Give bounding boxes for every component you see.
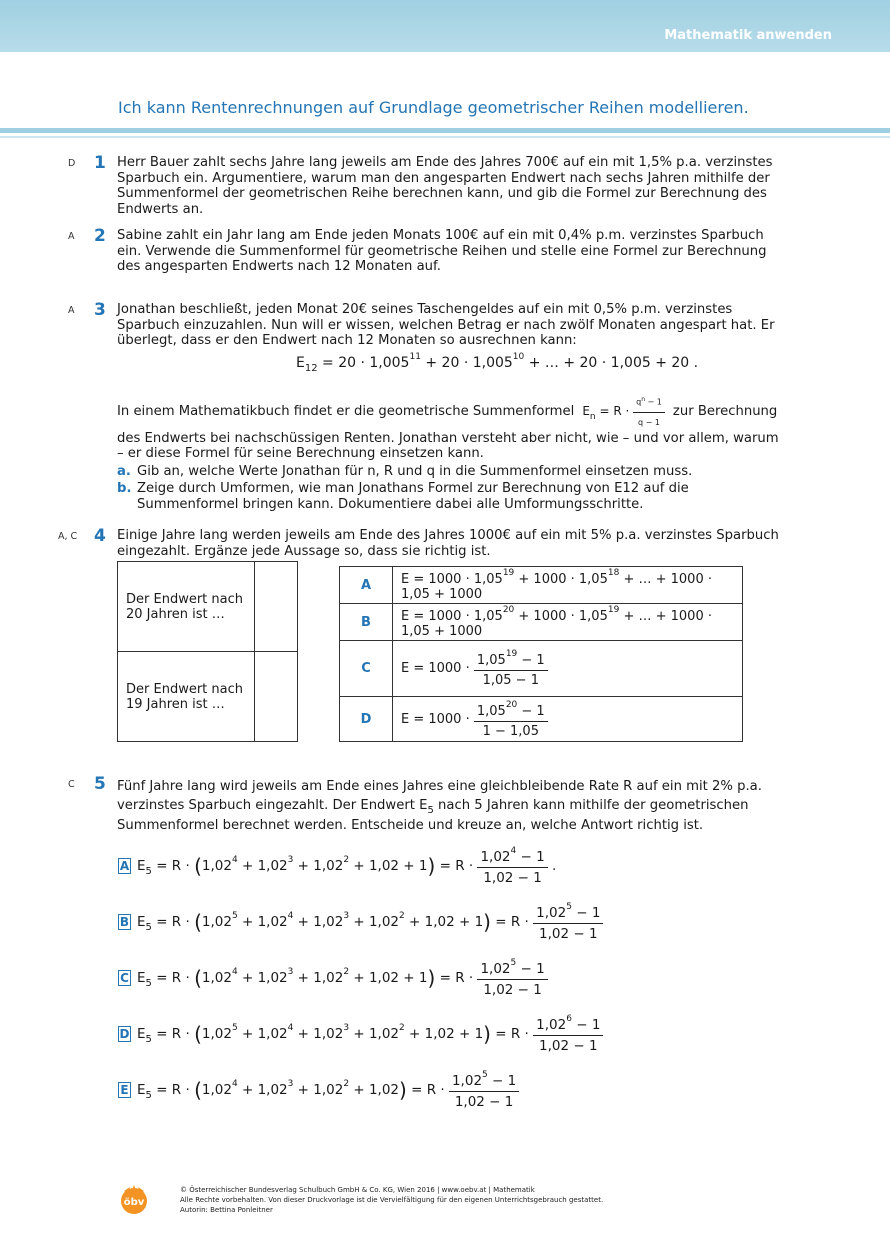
ex5-option-d[interactable]: D $E_5 = R \cdot (1,02^5 + 1,02^4 + 1,02^3 + 1,02^2 + 1,02 + 1) = R$ · $\frac{1,02^6 - 1}{1,02 - 1}$ (118, 1014, 603, 1054)
ex5-checkbox-b[interactable]: B (119, 915, 130, 929)
ex5-option-c[interactable]: C $E_5 = R \cdot (1,02^4 + 1,02^3 + 1,02^2 + 1,02 + 1) = R$ · $\frac{1,02^5 - 1}{1,02 - 1}$ (118, 958, 548, 998)
ex5-option-e[interactable]: E $E_5 = R \cdot (1,02^4 + 1,02^3 + 1,02^2 + 1,02) = R$ · $\frac{1,02^5 - 1}{1,02 - 1}$ (118, 1070, 519, 1110)
page-headline: Ich kann Rentenrechnungen auf Grundlage geometrischer Reihen modellieren. (118, 98, 749, 117)
ex5-option-a[interactable]: A $E_5 = R \cdot (1,02^4 + 1,02^3 + 1,02^2 + 1,02 + 1) = R$ · $\frac{1,02^4 - 1}{1,02 - 1}$ . (119, 846, 557, 886)
footer (180, 1185, 603, 1215)
ex1-number: 1 (94, 153, 106, 173)
ex5-text: Fünf Jahre lang wird jeweils am Ende eines Jahres eine gleichbleibende Rate R auf ein mit 2% p.a. verzinstes Sparbuch eingezahlt. Der Endwert $E_5$ nach 5 Jahren kann mithilfe der geometrischen Summenformel berechnet werden. Entscheide und kreuze an, welche Antwort richtig ist. (117, 779, 762, 833)
ex4-answer-slot-1[interactable] (255, 562, 298, 652)
ex5-checkbox-d[interactable]: D (119, 1027, 130, 1041)
ex3-text2-after: zur Berechnung des Endwerts bei nachschüssigen Renten. Jonathan versteht aber nicht, wie – und vor allem, warum – er diese Formel für seine Berechnung einsetzen kann. (117, 403, 779, 462)
divider (0, 128, 890, 133)
ex3-text: Jonathan beschließt, jeden Monat 20€ seines Taschengeldes auf ein mit 0,5% p.m. verzinstes Sparbuch einzuzahlen. Nun will er wissen, welchen Betrag er nach zwölf Monaten angespart hat. Er überlegt, dass er den Endwert nach 12 Monaten so ausrechnen kann: (117, 302, 775, 348)
ex3-text2 (117, 392, 787, 512)
ex4-option-c-letter: C (340, 641, 393, 697)
footer-copyright: © Österreichischer Bundesverlag Schulbuch GmbH & Co. KG, Wien 2016 | www.oebv.at | Mathematik (180, 1186, 535, 1194)
footer-author: Autorin: Bettina Ponleitner (180, 1206, 273, 1214)
ex1-text: Herr Bauer zahlt sechs Jahre lang jeweils am Ende des Jahres 700€ auf ein mit 1,5% p.a. verzinstes Sparbuch ein. Argumentiere, warum man den angesparten Endwert nach sechs Jahren mithilfe der Summenformel der geometrischen Reihe berechnen kann, und gib die Formel zur Berechnung des Endwerts an. (117, 155, 773, 217)
ex4-option-c-formula: E = 1000 · $\frac{1,05^{19} - 1}{1,05 - 1}$ (393, 641, 743, 697)
ex4-option-a-formula: $E = 1000 \cdot 1,05^{19} + 1000 \cdot 1,05^{18}$ + … + 1000 · 1,05 + 1000 (393, 567, 743, 604)
ex4-number: 4 (94, 526, 106, 546)
ex4-statement-1: Der Endwert nach 20 Jahren ist … (118, 562, 255, 652)
ex5-number: 5 (94, 774, 106, 794)
ex5-checkbox-e[interactable]: E (118, 1082, 131, 1098)
ex3-sumformula: $E_n = R$ · $\frac{q^n - 1}{q - 1}$ (579, 404, 669, 418)
footer-rights: Alle Rechte vorbehalten. Von dieser Druckvorlage ist die Vervielfältigung für den eigenen Unterrichtsgebrauch gestattet. (180, 1196, 604, 1204)
ex3-number: 3 (94, 300, 106, 320)
ex4-option-d-letter: D (340, 697, 393, 742)
header-band (0, 0, 890, 52)
ex5-checkbox-a[interactable]: A (119, 859, 130, 873)
ex2-text: Sabine zahlt ein Jahr lang am Ende jeden Monats 100€ auf ein mit 0,4% p.m. verzinstes Sparbuch ein. Verwende die Summenformel für geometrische Reihen und stelle eine Formel zur Berechnung des angesparten Endwerts nach 12 Monaten auf. (117, 228, 767, 274)
divider-thin (0, 136, 890, 138)
ex4-answer-slot-2[interactable] (255, 652, 298, 742)
ex4-statements-table (117, 561, 298, 742)
ex5-level: C (68, 779, 75, 790)
ex4-option-a-letter: A (340, 567, 393, 604)
ex4-statement-2: Der Endwert nach 19 Jahren ist … (118, 652, 255, 742)
oebv-logo-text: öbv (123, 1197, 145, 1208)
oebv-logo (116, 1183, 152, 1221)
ex4-text: Einige Jahre lang werden jeweils am Ende des Jahres 1000€ auf ein mit 5% p.a. verzinstes Sparbuch eingezahlt. Ergänze jede Aussage so, dass sie richtig ist. (117, 528, 779, 559)
ex1-level: D (68, 158, 76, 169)
ex4-option-d-formula: E = 1000 · $\frac{1,05^{20} - 1}{1 - 1,05}$ (393, 697, 743, 742)
ex2-number: 2 (94, 226, 106, 246)
ex3-item-a: a. Gib an, welche Werte Jonathan für n, R und q in die Summenformel einsetzen muss. (117, 463, 693, 479)
ex4-level: A, C (58, 531, 78, 542)
ex4-option-b-formula: $E = 1000 \cdot 1,05^{20} + 1000 \cdot 1,05^{19}$ + … + 1000 · 1,05 + 1000 (393, 604, 743, 641)
ex4-option-b-letter: B (340, 604, 393, 641)
ex2-level: A (68, 231, 75, 242)
ex3-formula: $E_{12} = 20 \cdot 1,005^{11} + 20 \cdot 1,005^{10}$ + … + 20 · 1,005 + 20 . (296, 352, 699, 374)
ex5-option-b[interactable]: B $E_5 = R \cdot (1,02^5 + 1,02^4 + 1,02^3 + 1,02^2 + 1,02 + 1) = R$ · $\frac{1,02^5 - 1}{1,02 - 1}$ (118, 902, 603, 942)
ex3-text2-before: In einem Mathematikbuch findet er die geometrische Summenformel (117, 403, 575, 419)
ex5-checkbox-c[interactable]: C (118, 970, 131, 986)
ex3-level: A (68, 305, 75, 316)
ex3-item-b: b. Zeige durch Umformen, wie man Jonathans Formel zur Berechnung von E12 auf die Summenformel bringen kann. Dokumentiere dabei alle Umformungsschritte. (117, 481, 689, 512)
section-title: Mathematik anwenden (664, 28, 832, 43)
ex4-options-table (339, 566, 743, 742)
